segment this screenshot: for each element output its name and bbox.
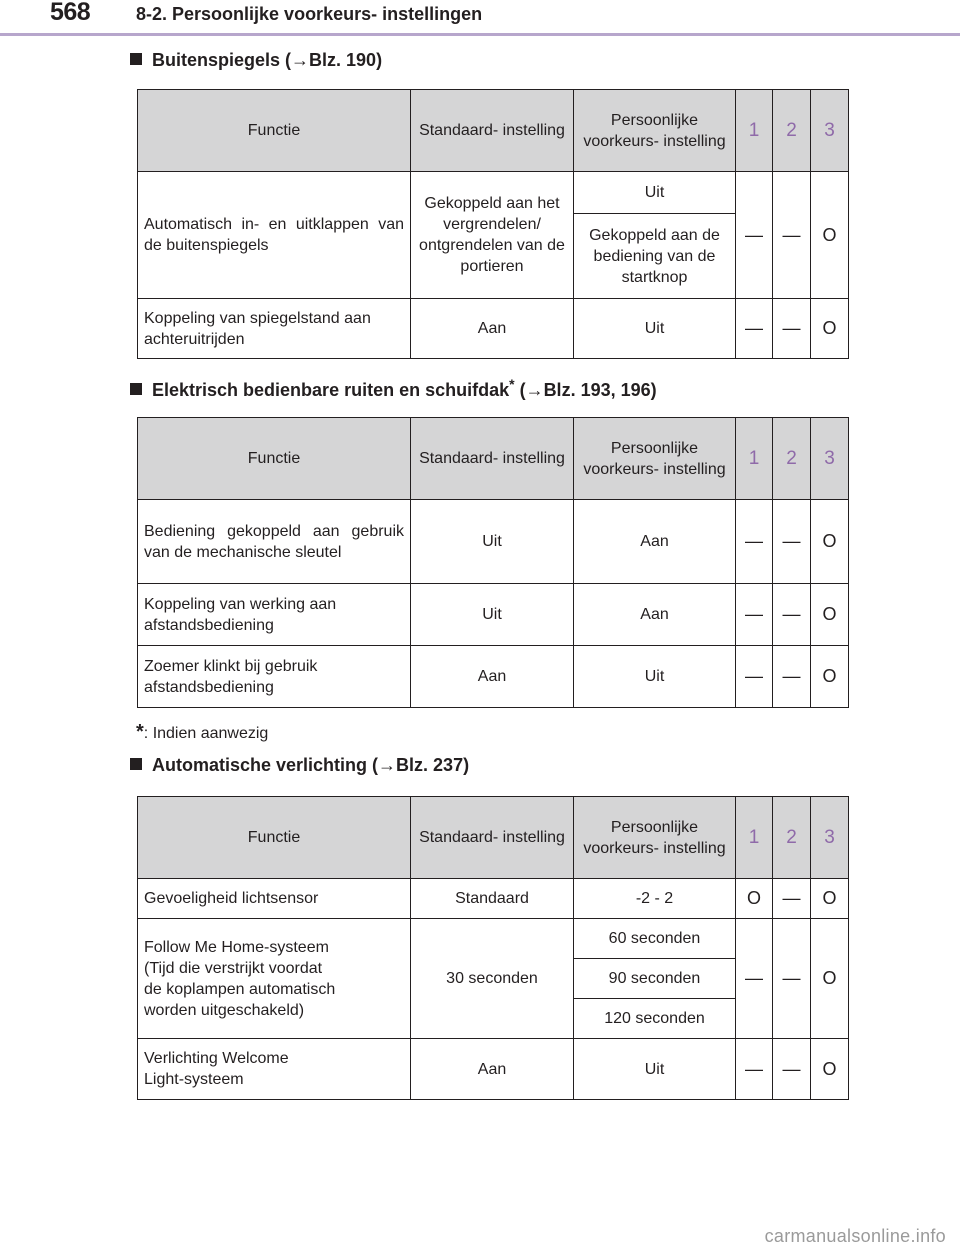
default-cell: Aan [411, 646, 574, 708]
function-cell: Gevoeligheid lichtsensor [138, 879, 411, 919]
mirrors-table [137, 89, 849, 359]
method-3-mark: O [811, 646, 849, 708]
method-1-mark: — [736, 919, 773, 1039]
function-cell: Koppeling van werking aan afstandsbediening [138, 584, 411, 646]
method-1-mark: — [736, 1039, 773, 1100]
method-2-mark: — [773, 879, 811, 919]
method-3-mark: O [811, 919, 849, 1039]
default-cell: Aan [411, 299, 574, 359]
square-bullet-icon [130, 53, 142, 65]
table-header-row [138, 797, 849, 879]
header-default: Standaard- instelling [411, 418, 574, 500]
table-row [138, 919, 849, 959]
method-2-icon: 2 [773, 90, 811, 172]
method-3-mark: O [811, 584, 849, 646]
function-line: Verlichting Welcome [144, 1050, 289, 1067]
header-custom: Persoonlijke voorkeurs- instelling [574, 797, 736, 879]
default-cell: Standaard [411, 879, 574, 919]
default-cell: Uit [411, 500, 574, 584]
page-number: 568 [50, 0, 91, 26]
windows-table [137, 417, 849, 708]
footnote-text: : Indien aanwezig [143, 725, 269, 742]
method-2-mark: — [773, 646, 811, 708]
method-3-icon: 3 [811, 90, 849, 172]
method-1-icon: 1 [736, 90, 773, 172]
method-3-icon: 3 [811, 797, 849, 879]
option-cell: Aan [574, 500, 736, 584]
watermark: carmanualsonline.info [764, 1226, 946, 1246]
header-function: Functie [138, 797, 411, 879]
method-1-mark: — [736, 646, 773, 708]
method-3-mark: O [811, 879, 849, 919]
function-line: worden uitgeschakeld) [144, 1001, 305, 1019]
header-default: Standaard- instelling [411, 797, 574, 879]
header-function: Functie [138, 90, 411, 172]
square-bullet-icon [130, 383, 142, 395]
table-row [138, 879, 849, 919]
header-custom: Persoonlijke voorkeurs- instelling [574, 90, 736, 172]
option-cell: Uit [574, 172, 736, 214]
right-arrow-icon: → [291, 50, 310, 70]
table-row [138, 646, 849, 708]
option-cell: Uit [574, 1039, 736, 1100]
method-2-icon: 2 [773, 418, 811, 500]
method-1-icon: 1 [736, 418, 773, 500]
function-cell [138, 919, 411, 1039]
default-cell: Aan [411, 1039, 574, 1100]
table-header-row [138, 90, 849, 172]
section-title-text: Elektrisch bedienbare ruiten en schuifdak [152, 380, 510, 400]
option-cell: Uit [574, 646, 736, 708]
method-3-mark: O [811, 500, 849, 584]
option-cell: Aan [574, 584, 736, 646]
section-title-ref: Blz. 190) [309, 50, 383, 70]
method-3-icon: 3 [811, 418, 849, 500]
section-title-ref: Blz. 193, 196) [543, 380, 657, 400]
right-arrow-icon: → [525, 380, 544, 400]
section-title-lighting [130, 755, 469, 776]
method-3-mark: O [811, 1039, 849, 1100]
default-cell: 30 seconden [411, 919, 574, 1039]
method-1-mark: — [736, 500, 773, 584]
section-title-ref: Blz. 237) [396, 755, 470, 775]
square-bullet-icon [130, 758, 142, 770]
function-cell: Koppeling van spiegelstand aan achteruitrijden [138, 299, 411, 359]
option-cell: 120 seconden [574, 999, 736, 1039]
section-title-windows [130, 376, 657, 401]
header-function: Functie [138, 418, 411, 500]
method-2-mark: — [773, 919, 811, 1039]
section-title-text: Buitenspiegels ( [152, 50, 292, 70]
method-2-mark: — [773, 172, 811, 299]
default-cell: Uit [411, 584, 574, 646]
method-3-mark: O [811, 299, 849, 359]
option-cell: -2 - 2 [574, 879, 736, 919]
function-line: (Tijd die verstrijkt voordat [144, 959, 323, 977]
method-2-mark: — [773, 500, 811, 584]
right-arrow-icon: → [378, 755, 397, 775]
footnote [136, 721, 268, 744]
table-row [138, 172, 849, 214]
function-cell: Bediening gekoppeld aan gebruik van de mechanische sleutel [138, 500, 411, 584]
table-header-row [138, 418, 849, 500]
function-line: de koplampen automatisch [144, 980, 336, 998]
header-custom: Persoonlijke voorkeurs- instelling [574, 418, 736, 500]
method-2-icon: 2 [773, 797, 811, 879]
section-title-text: Automatische verlichting ( [152, 755, 379, 775]
header-default: Standaard- instelling [411, 90, 574, 172]
function-line: Light-systeem [144, 1071, 244, 1088]
default-cell: Gekoppeld aan het vergrendelen/ ontgrendelen van de portieren [411, 172, 574, 299]
table-row [138, 1039, 849, 1100]
chapter-title: 8-2. Persoonlijke voorkeurs- instellingen [136, 4, 483, 24]
table-row [138, 584, 849, 646]
footnote-star: * [136, 721, 144, 743]
method-2-mark: — [773, 1039, 811, 1100]
section-title-open: ( [514, 380, 526, 400]
function-cell: Automatisch in- en uitklappen van de buitenspiegels [138, 172, 411, 299]
method-1-mark: — [736, 299, 773, 359]
table-row [138, 299, 849, 359]
method-1-mark: — [736, 584, 773, 646]
footnote-star: * [509, 376, 515, 392]
method-1-mark: O [736, 879, 773, 919]
method-2-mark: — [773, 299, 811, 359]
option-cell: Gekoppeld aan de bediening van de startknop [574, 214, 736, 299]
option-cell: 60 seconden [574, 919, 736, 959]
table-row [138, 500, 849, 584]
method-1-icon: 1 [736, 797, 773, 879]
function-cell: Zoemer klinkt bij gebruik afstandsbediening [138, 646, 411, 708]
header-rule [0, 33, 960, 36]
method-3-mark: O [811, 172, 849, 299]
section-title-mirrors [130, 50, 382, 71]
option-cell: 90 seconden [574, 959, 736, 999]
method-1-mark: — [736, 172, 773, 299]
function-cell [138, 1039, 411, 1100]
option-cell: Uit [574, 299, 736, 359]
method-2-mark: — [773, 584, 811, 646]
lighting-table [137, 796, 849, 1100]
function-line: Follow Me Home-systeem [144, 938, 329, 956]
